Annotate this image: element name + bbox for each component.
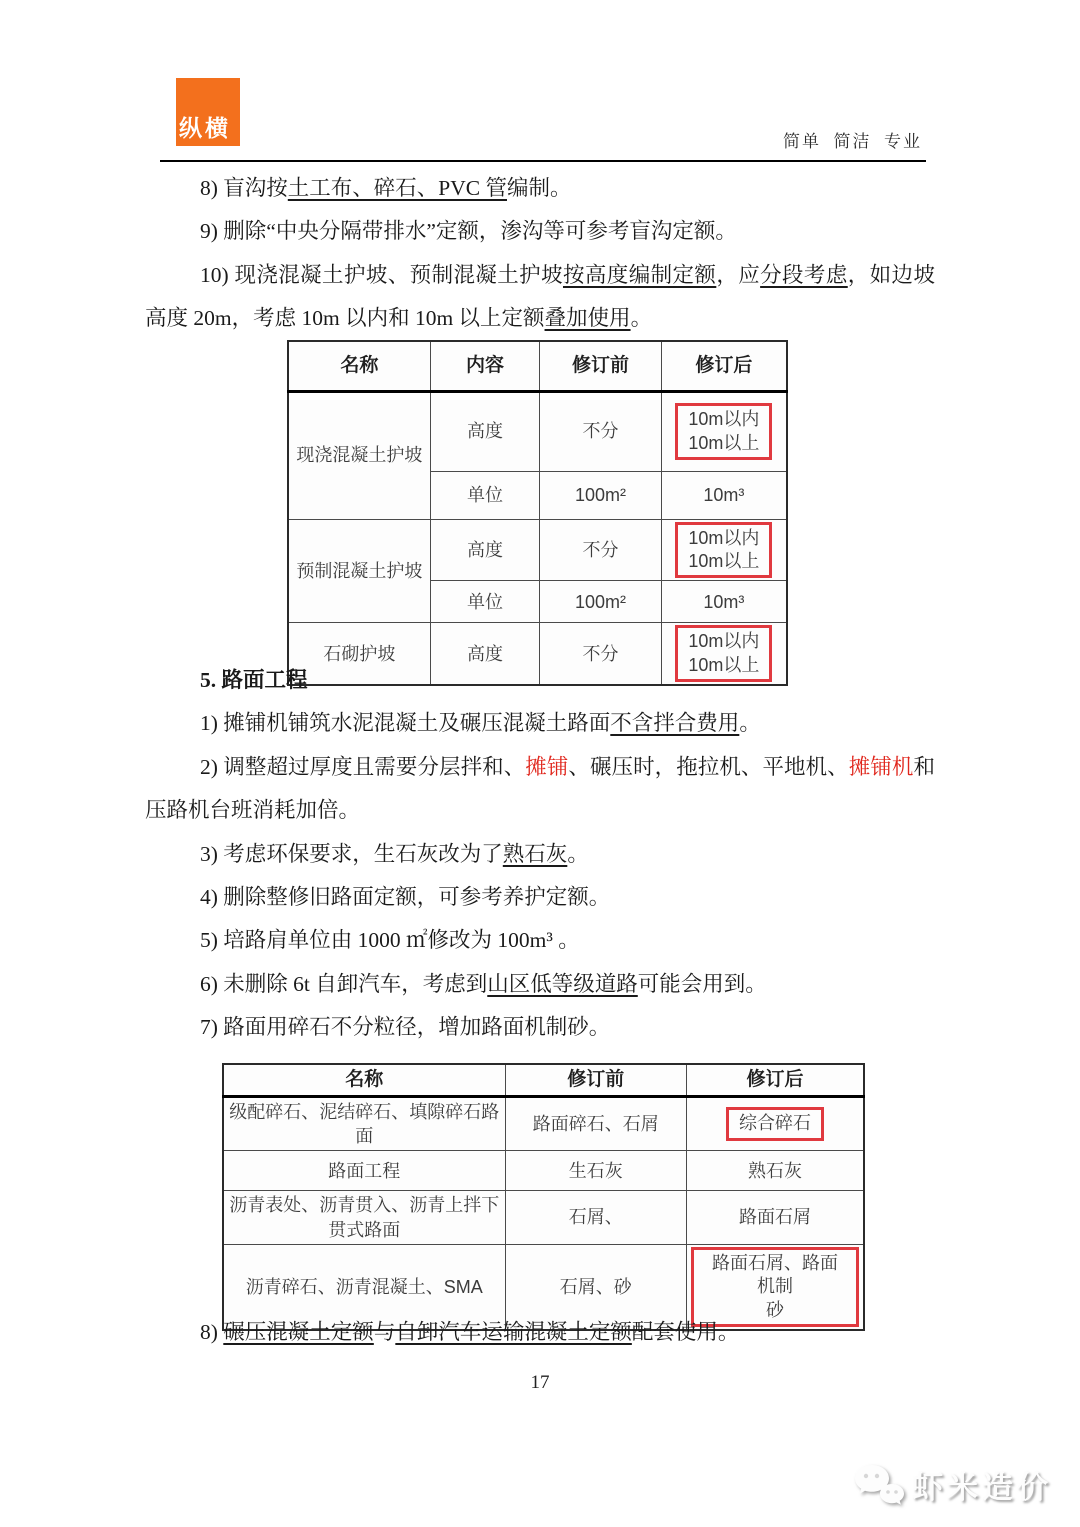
paragraph-layered-mixing [145, 746, 935, 833]
text-segment: 不含拌合费用 [610, 711, 740, 736]
table-row [223, 1151, 864, 1191]
paragraph-blind-ditch [145, 167, 935, 210]
paragraph-lime-change [145, 833, 935, 876]
text-segment: 。 [739, 711, 761, 736]
page-number: 17 [530, 1372, 550, 1393]
table-cell [661, 391, 787, 471]
text-segment: 分段考虑 [760, 262, 848, 287]
paragraph-rcc-quota [145, 1311, 935, 1354]
table-cell: 100m² [540, 581, 662, 623]
column-header: 内容 [430, 341, 539, 391]
text-segment: 摊铺 [525, 754, 569, 779]
zongheng-logo [176, 78, 240, 146]
section-title-pavement: 5. 路面工程 [200, 668, 308, 692]
text-segment: 。 [630, 306, 653, 331]
text-segment: ，如边坡高度 20m，考虑 10m 以内和 10m 以上定额 [145, 262, 935, 331]
table-cell: 不分 [540, 391, 662, 471]
table-cell: 石砌护坡 [288, 623, 430, 685]
section-pavement-engineering [145, 659, 935, 1050]
paragraph-old-pavement [145, 876, 935, 919]
table-cell: 路面工程 [223, 1151, 505, 1191]
revision-highlight-box: 10m以内 10m以上 [675, 625, 772, 682]
table-cell: 高度 [430, 623, 539, 685]
slope-height-revision-table [287, 340, 788, 686]
text-segment: 山区低等级道路 [487, 971, 638, 996]
table-cell: 沥青碎石、沥青混凝土、SMA [223, 1244, 505, 1330]
paragraph-slope-quota [145, 254, 935, 341]
text-segment: ，应 [716, 262, 761, 287]
paragraph-crushed-stone [145, 1006, 935, 1049]
text-segment: 5) 培路肩单位由 1000 ㎡修改为 100m³ 。 [200, 928, 580, 953]
table-cell [686, 1096, 864, 1151]
table-cell: 路面碎石、石屑 [505, 1096, 686, 1151]
table-cell: 高度 [430, 391, 539, 471]
text-segment: 2) 调整超过厚度且需要分层拌和、 [200, 754, 526, 779]
text-segment: 土工布、碎石、PVC 管 [287, 176, 507, 200]
watermark [852, 1462, 1052, 1507]
text-segment: 4) 删除整修旧路面定额，可参考养护定额。 [200, 885, 611, 910]
table-cell [661, 519, 787, 581]
text-segment: 10) 现浇混凝土护坡、预制混凝土护坡 [200, 262, 563, 287]
text-segment: 自卸汽车运输混凝土定额 [395, 1320, 632, 1344]
text-segment: 叠加使用 [544, 306, 631, 331]
table-cell: 10m³ [661, 471, 787, 519]
text-segment: 8) [200, 1320, 224, 1344]
table-cell: 路面石屑 [686, 1191, 864, 1245]
revision-highlight-box: 综合碎石 [726, 1107, 824, 1140]
watermark-text: 虾米造价 [912, 1470, 1052, 1505]
text-segment: 编制。 [507, 176, 572, 200]
table-cell: 10m³ [661, 581, 787, 623]
text-segment: 摊铺机 [848, 754, 914, 779]
table-row [288, 391, 787, 471]
table-cell: 100m² [540, 471, 662, 519]
text-segment: 与 [373, 1320, 396, 1344]
wechat-icon [852, 1463, 904, 1507]
text-segment: 6) 未删除 6t 自卸汽车，考虑到 [200, 971, 488, 996]
table-cell: 熟石灰 [686, 1151, 864, 1191]
column-header: 修订后 [686, 1064, 864, 1096]
table-cell: 现浇混凝土护坡 [288, 391, 430, 519]
text-segment: 9) 删除“中央分隔带排水”定额，渗沟等可参考盲沟定额。 [200, 219, 737, 244]
table-cell: 不分 [540, 519, 662, 581]
section-rcc-note [145, 1311, 935, 1354]
table-cell: 不分 [540, 623, 662, 685]
text-segment: 碾压混凝土定额 [223, 1320, 374, 1344]
text-segment: 和压路机台班消耗加倍。 [145, 754, 935, 823]
paragraph-dump-truck [145, 963, 935, 1006]
column-header: 名称 [288, 341, 430, 391]
slope-table-wrapper [287, 340, 788, 686]
revision-highlight-box: 10m以内 10m以上 [675, 403, 772, 460]
paragraph-shoulder-unit [145, 919, 935, 962]
revision-highlight-box: 10m以内 10m以上 [675, 522, 772, 579]
text-segment: 可能会用到。 [637, 971, 767, 996]
table-cell: 石屑、 [505, 1191, 686, 1245]
table-cell: 级配碎石、泥结碎石、填隙碎石路面 [223, 1096, 505, 1151]
text-segment: 。 [567, 841, 589, 866]
table-cell: 预制混凝土护坡 [288, 519, 430, 623]
table-cell: 单位 [430, 471, 539, 519]
table-cell: 高度 [430, 519, 539, 581]
header-tagline: 简单 简洁 专业 [783, 132, 922, 151]
text-segment: 、碾压时，拖拉机、平地机、 [568, 754, 849, 779]
column-header: 修订前 [505, 1064, 686, 1096]
table-row [288, 519, 787, 581]
text-segment: 7) 路面用碎石不分粒径，增加路面机制砂。 [200, 1015, 611, 1040]
paragraph-paver-cost [145, 702, 935, 745]
text-segment: 3) 考虑环保要求，生石灰改为了 [200, 841, 503, 866]
section-drainage-slope-notes [145, 167, 935, 341]
table-row [223, 1191, 864, 1245]
header-divider [160, 160, 926, 162]
text-segment: 1) 摊铺机铺筑水泥混凝土及碾压混凝土路面 [200, 711, 611, 736]
column-header: 名称 [223, 1064, 505, 1096]
text-segment: 按高度编制定额 [562, 262, 717, 287]
table-cell: 沥青表处、沥青贯入、沥青上拌下贯式路面 [223, 1191, 505, 1245]
text-segment: 8) 盲沟按 [200, 176, 288, 200]
table-row [223, 1096, 864, 1151]
table-cell: 单位 [430, 581, 539, 623]
table-cell: 石屑、砂 [505, 1244, 686, 1330]
column-header: 修订前 [540, 341, 662, 391]
pavement-table-wrapper [222, 1063, 865, 1331]
revision-highlight-box: 路面石屑、路面机制 砂 [691, 1247, 859, 1327]
logo-text: 纵横 [179, 115, 231, 141]
paragraph-median-drainage [145, 210, 935, 253]
pavement-material-revision-table [222, 1063, 865, 1331]
column-header: 修订后 [661, 341, 787, 391]
text-segment: 配套使用。 [631, 1320, 740, 1344]
table-cell: 生石灰 [505, 1151, 686, 1191]
text-segment: 熟石灰 [502, 841, 568, 866]
